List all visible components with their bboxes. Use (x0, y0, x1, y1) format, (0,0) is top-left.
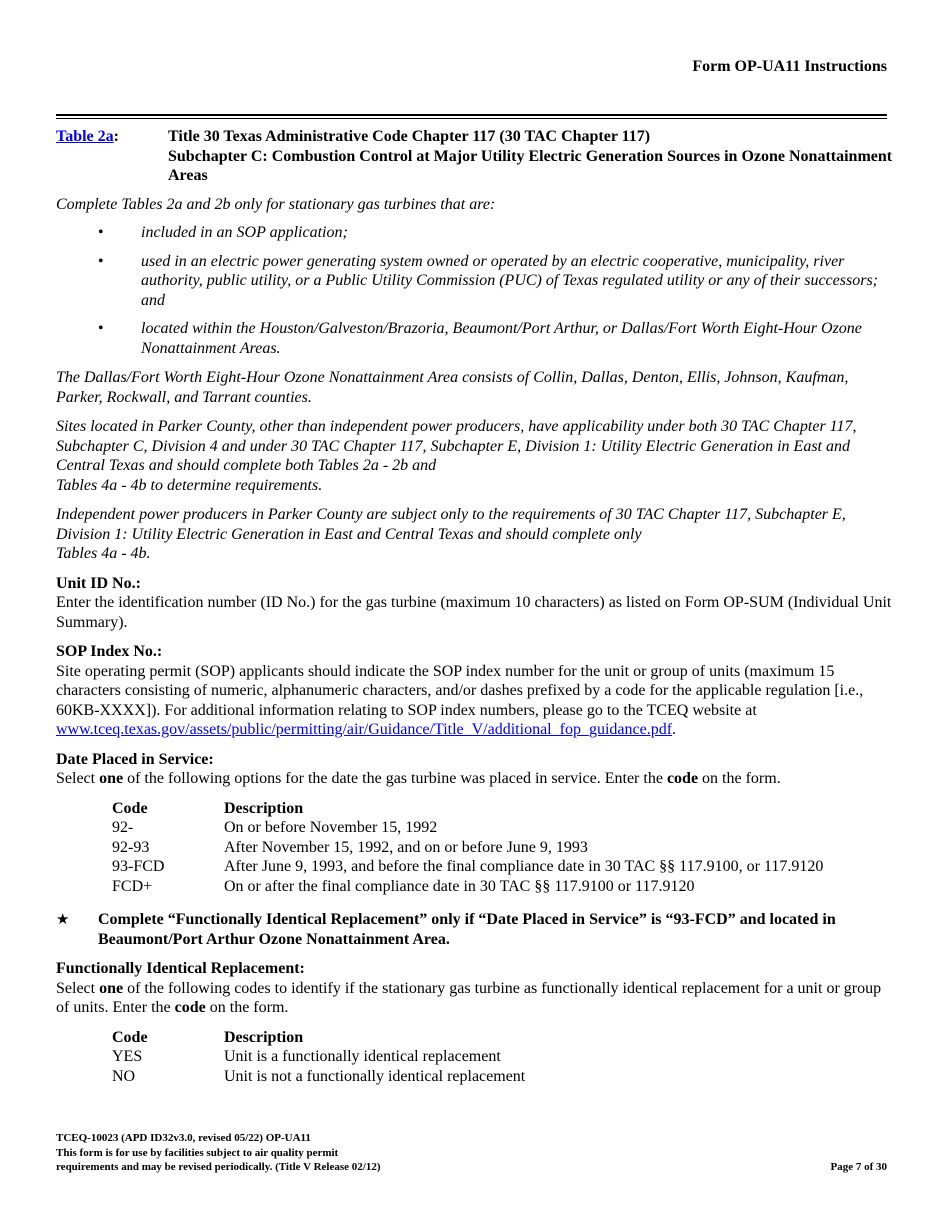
bullet-marker: • (98, 320, 104, 337)
code-cell: YES (112, 1048, 143, 1065)
footer-line1: TCEQ-10023 (APD ID32v3.0, revised 05/22) OP-UA11 (56, 1132, 311, 1144)
table-row (112, 1067, 525, 1087)
fir-text-2: of the following codes to identify if the stationary gas turbine as functionally identical replacement for a unit or group of units. Enter the (56, 979, 882, 1016)
ipp-text-line2: Tables 4a - 4b. (56, 545, 151, 562)
star-note-text: Complete “Functionally Identical Replacement” only if “Date Placed in Service” is “93-FCD” and located in Beaumont/Port Arthur Ozone Nonattainment Area. (98, 911, 836, 948)
list-item (56, 319, 894, 358)
fir-table (112, 1028, 525, 1087)
code-cell: 93-FCD (112, 858, 165, 875)
bullet-marker: • (98, 224, 104, 241)
table-row (112, 818, 823, 838)
description-cell: After November 15, 1992, and on or before June 9, 1993 (224, 838, 588, 856)
page-header-title: Form OP-UA11 Instructions (692, 58, 887, 75)
sop-index-label: SOP Index No.: (56, 643, 163, 660)
sop-index-text (56, 662, 894, 740)
table-heading (56, 127, 894, 186)
date-placed-text-3: on the form. (698, 770, 781, 787)
bullet-text: included in an SOP application; (141, 224, 348, 241)
bullet-text: located within the Houston/Galveston/Brazoria, Beaumont/Port Arthur, or Dallas/Fort Worth Eight-Hour Ozone Nonattainment Areas. (141, 320, 862, 357)
intro-paragraph: Complete Tables 2a and 2b only for stationary gas turbines that are: (56, 195, 496, 213)
description-cell: Unit is a functionally identical replacement (224, 1048, 501, 1065)
description-cell: Unit is not a functionally identical replacement (224, 1067, 526, 1085)
applicability-list (56, 223, 894, 358)
table-header-row (112, 799, 823, 819)
star-note (56, 910, 894, 949)
dfw-paragraph: The Dallas/Fort Worth Eight-Hour Ozone Nonattainment Area consists of Collin, Dallas, Denton, Ellis, Johnson, Kaufman, Parker, Rockwall, and Tarrant counties. (56, 369, 849, 406)
date-placed-label: Date Placed in Service: (56, 750, 214, 768)
description-column-header: Description (224, 1028, 304, 1046)
fir-text-3: on the form. (205, 999, 289, 1016)
bullet-text: used in an electric power generating system owned or operated by an electric cooperative, municipality, river authority, public utility, or a Public Utility Commission (PUC) of Texas regulated utility or any of their successors; and (141, 252, 878, 309)
table-row (112, 877, 823, 897)
table-2a-link[interactable]: Table 2a (56, 128, 114, 145)
tceq-guidance-link[interactable]: www.tceq.texas.gov/assets/public/permitting/air/Guidance/Title_V/additional_fop_guidance.pdf (56, 721, 673, 738)
table-ref-colon: : (113, 128, 119, 145)
date-placed-bold-2: code (666, 770, 699, 787)
fir-label: Functionally Identical Replacement: (56, 960, 305, 977)
code-cell: 92- (112, 819, 134, 836)
main-content (56, 127, 894, 1086)
ipp-paragraph (56, 505, 894, 564)
header-rule-thin (56, 118, 887, 119)
footer-line2: This form is for use by facilities subject to air quality permit (56, 1146, 339, 1159)
description-cell: On or before November 15, 1992 (224, 819, 438, 836)
code-column-header: Code (112, 799, 148, 817)
unit-id-label: Unit ID No.: (56, 574, 141, 592)
description-cell: After June 9, 1993, and before the final compliance date in 30 TAC §§ 117.9100, or 117.9120 (224, 858, 824, 875)
code-column-header: Code (112, 1028, 148, 1046)
description-column-header: Description (224, 799, 304, 817)
footer-form-info (56, 1131, 380, 1175)
parker-text-line1: Sites located in Parker County, other than independent power producers, have applicability under both 30 TAC Chapter 117, Subchapter C, Division 4 and under 30 TAC Chapter 117, Subchapter E, Division 1: Utility Electric Generation in East and Central Texas and should complete both Tables 2a - 2b and (56, 418, 857, 474)
date-placed-bold-1: one (99, 770, 124, 787)
header-rule-thick (56, 114, 887, 116)
footer-line3: requirements and may be revised periodically. (Title V Release 02/12) (56, 1161, 381, 1173)
sop-index-end: . (672, 721, 677, 738)
code-cell: NO (112, 1067, 136, 1085)
table-ref (56, 127, 168, 186)
table-row (112, 838, 823, 858)
ipp-text-line1: Independent power producers in Parker County are subject only to the requirements of 30 TAC Chapter 117, Subchapter E, Division 1: Utility Electric Generation in East and Central Texas and should complete only (56, 506, 846, 543)
date-placed-text-2: of the following options for the date the gas turbine was placed in service. Enter the (123, 770, 667, 787)
date-placed-text (56, 769, 894, 789)
date-placed-table (112, 799, 823, 897)
table-title-line2: Subchapter C: Combustion Control at Major Utility Electric Generation Sources in Ozone Nonattainment Areas (168, 147, 893, 184)
parker-text-line2: Tables 4a - 4b to determine requirements. (56, 476, 323, 494)
table-header-row (112, 1028, 525, 1048)
parker-paragraph (56, 417, 894, 495)
unit-id-text: Enter the identification number (ID No.) for the gas turbine (maximum 10 characters) as listed on Form OP-SUM (Individual Unit Summary). (56, 594, 892, 631)
code-cell: FCD+ (112, 877, 153, 895)
code-cell: 92-93 (112, 838, 150, 856)
fir-text-1: Select (56, 979, 100, 997)
list-item (56, 223, 894, 243)
star-icon: ★ (56, 910, 70, 928)
table-row (112, 1047, 525, 1067)
fir-bold-2: code (174, 999, 206, 1016)
table-title-line1: Title 30 Texas Administrative Code Chapter 117 (30 TAC Chapter 117) (168, 128, 651, 145)
list-item (56, 252, 894, 311)
sop-index-body: Site operating permit (SOP) applicants should indicate the SOP index number for the unit or group of units (maximum 15 characters consisting of numeric, alphanumeric characters, and/or dashes prefixed by a code for the applicable regulation [i.e., 60KB-XXXX]). For additional information relating to SOP index numbers, please go to the TCEQ website at (56, 662, 864, 719)
date-placed-text-1: Select (56, 770, 100, 787)
page-number: Page 7 of 30 (830, 1161, 887, 1173)
bullet-marker: • (98, 252, 104, 270)
table-row (112, 857, 823, 877)
description-cell: On or after the final compliance date in 30 TAC §§ 117.9100 or 117.9120 (224, 877, 695, 895)
table-title (168, 127, 894, 186)
fir-bold-1: one (99, 979, 124, 997)
fir-text (56, 979, 894, 1018)
